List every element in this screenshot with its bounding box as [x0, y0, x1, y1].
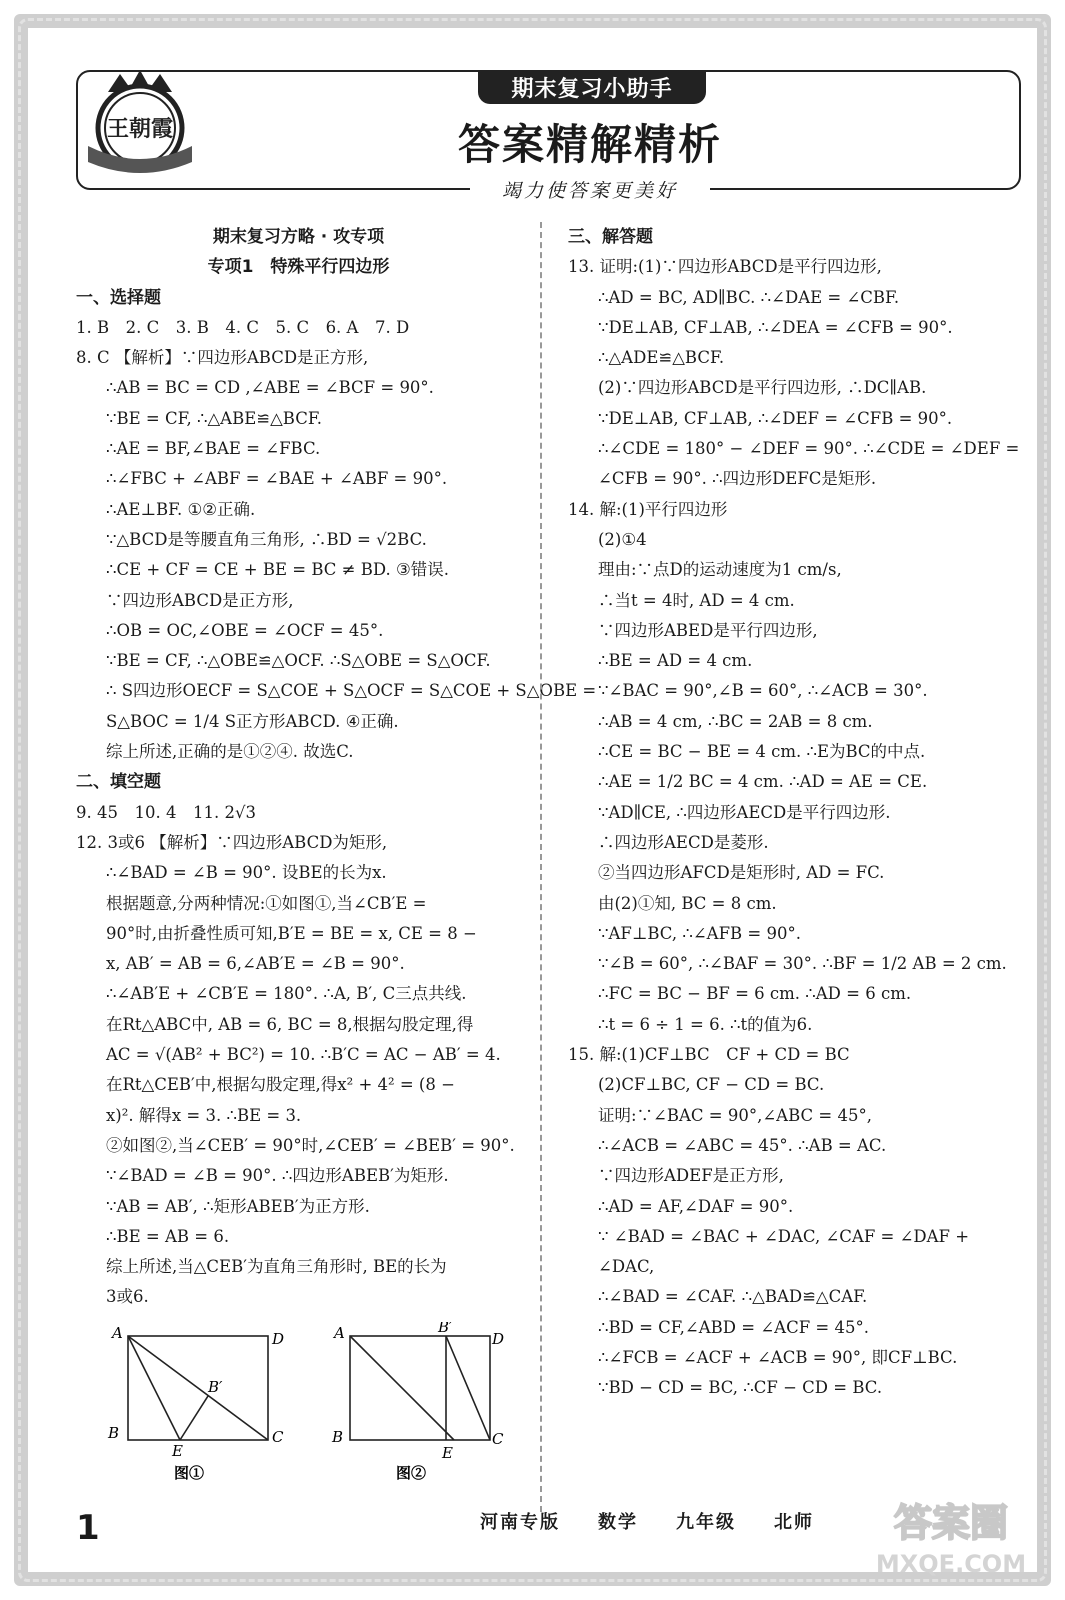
fig2-label-a: A: [334, 1324, 345, 1342]
fig1-label-b: B: [108, 1424, 120, 1442]
footer-grade: 九年级: [676, 1512, 736, 1533]
right-column-line: ∴△ADE≌△BCF.: [598, 348, 725, 368]
left-column-line: S△BOC = 1/4 S正方形ABCD. ④正确.: [106, 711, 399, 731]
figure-2: [331, 1322, 504, 1482]
right-column-line: ∴CE = BC − BE = 4 cm. ∴E为BC的中点.: [598, 742, 926, 762]
fig1-label-c: C: [272, 1428, 284, 1446]
left-column-line: ∴AE⊥BF. ①②正确.: [106, 499, 256, 519]
right-column-line: ∠DAC,: [598, 1257, 655, 1277]
right-column-line: ∵DE⊥AB, CF⊥AB, ∴∠DEA = ∠CFB = 90°.: [598, 317, 953, 337]
right-column-line: ∵四边形ADEF是正方形,: [598, 1166, 784, 1186]
left-column-line: ∴ S四边形OECF = S△COE + S△OCF = S△COE + S△OBE =: [106, 681, 597, 701]
right-column-line: ∵BD − CD = BC, ∴CF − CD = BC.: [598, 1378, 883, 1398]
geometry-figures: [100, 1322, 520, 1492]
footer-publisher: 北师: [774, 1512, 814, 1533]
right-column-line: 14. 解:(1)平行四边形: [568, 499, 728, 519]
right-column-line: ∴AD = AF,∠DAF = 90°.: [598, 1196, 794, 1216]
right-column: [568, 222, 1018, 1404]
fig2-label-bp: B′: [438, 1322, 453, 1336]
right-column-line: 由(2)①知, BC = 8 cm.: [598, 893, 777, 913]
left-column-line: 9. 45 10. 4 11. 2√3: [76, 802, 256, 822]
left-column-line: ∵∠BAD = ∠B = 90°. ∴四边形ABEB′为矩形.: [106, 1166, 449, 1186]
right-column-line: ∴∠FCB = ∠ACF + ∠ACB = 90°, 即CF⊥BC.: [598, 1347, 958, 1367]
left-column-line: ∵AB = AB′, ∴矩形ABEB′为正方形.: [106, 1196, 370, 1216]
page-title: 答案精解精析: [457, 120, 722, 169]
right-column-line: (2)∵四边形ABCD是平行四边形, ∴DC∥AB.: [598, 378, 927, 398]
right-column-line: ∠CFB = 90°. ∴四边形DEFC是矩形.: [598, 469, 877, 489]
left-column-line: ∵BE = CF, ∴△ABE≌△BCF.: [106, 408, 322, 428]
left-column-line: 12. 3或6 【解析】∵四边形ABCD为矩形,: [76, 832, 388, 852]
fig2-label-e: E: [442, 1444, 453, 1462]
brand-logo: [80, 62, 200, 182]
left-column-line: ②如图②,当∠CEB′ = 90°时,∠CEB′ = ∠BEB′ = 90°.: [106, 1135, 515, 1155]
fig1-label-e: E: [172, 1442, 183, 1460]
right-column-line: ∴t = 6 ÷ 1 = 6. ∴t的值为6.: [598, 1014, 813, 1034]
left-column-line: 根据题意,分两种情况:①如图①,当∠CB′E =: [106, 893, 427, 913]
watermark: [866, 1488, 1036, 1580]
helper-tab: 期末复习小助手: [478, 70, 706, 104]
right-column-line: ∴AE = 1/2 BC = 4 cm. ∴AD = AE = CE.: [598, 772, 928, 792]
fig1-label-bp: B′: [208, 1378, 223, 1396]
left-column-line: ∴∠AB′E + ∠CB′E = 180°. ∴A, B′, C三点共线.: [106, 984, 467, 1004]
right-column-line: 三、解答题: [568, 227, 653, 247]
right-column-line: ∴∠BAD = ∠CAF. ∴△BAD≌△CAF.: [598, 1287, 868, 1307]
right-column-line: ∵AF⊥BC, ∴∠AFB = 90°.: [598, 923, 801, 943]
watermark-line2: MXQE.COM: [875, 1550, 1027, 1578]
left-column-line: AC = √(AB² + BC²) = 10. ∴B′C = AC − AB′ = 4.: [106, 1045, 501, 1065]
left-column-line: x)². 解得x = 3. ∴BE = 3.: [106, 1105, 302, 1125]
right-column-line: ∴BD = CF,∠ABD = ∠ACF = 45°.: [598, 1317, 869, 1337]
footer-edition: 河南专版: [480, 1512, 560, 1533]
left-column-line: ∴BE = AB = 6.: [106, 1226, 230, 1246]
right-column-line: ∵DE⊥AB, CF⊥AB, ∴∠DEF = ∠CFB = 90°.: [598, 408, 953, 428]
left-column-line: 在Rt△ABC中, AB = 6, BC = 8,根据勾股定理,得: [106, 1014, 474, 1034]
left-column-line: ∴∠BAD = ∠B = 90°. 设BE的长为x.: [106, 863, 387, 883]
left-column-line: 90°时,由折叠性质可知,B′E = BE = x, CE = 8 −: [106, 923, 477, 943]
right-column-line: (2)CF⊥BC, CF − CD = BC.: [598, 1075, 825, 1095]
left-column-line: 期末复习方略 · 攻专项: [212, 227, 385, 247]
right-column-line: ∴BE = AD = 4 cm.: [598, 651, 753, 671]
right-column-line: 证明:∵∠BAC = 90°,∠ABC = 45°,: [598, 1105, 872, 1125]
right-column-line: ∵ ∠BAD = ∠BAC + ∠DAC, ∠CAF = ∠DAF +: [598, 1226, 970, 1246]
left-column-line: 一、选择题: [76, 287, 161, 308]
right-column-line: ∵∠BAC = 90°,∠B = 60°, ∴∠ACB = 30°.: [598, 681, 928, 701]
footer-info: [480, 1508, 814, 1534]
fig2-caption: 图②: [396, 1464, 427, 1482]
left-column-line: ∴AE = BF,∠BAE = ∠FBC.: [106, 439, 321, 459]
left-column-line: 综上所述,当△CEB′为直角三角形时, BE的长为: [106, 1257, 447, 1277]
fig1-label-d: D: [272, 1330, 285, 1348]
right-column-line: (2)①4: [598, 529, 647, 549]
right-column-line: ∵∠B = 60°, ∴∠BAF = 30°. ∴BF = 1/2 AB = 2 cm.: [598, 954, 1007, 974]
left-column-line: 综上所述,正确的是①②④. 故选C.: [106, 742, 354, 762]
right-column-line: 15. 解:(1)CF⊥BC CF + CD = BC: [568, 1045, 850, 1065]
left-column-line: ∵△BCD是等腰直角三角形, ∴BD = √2BC.: [106, 529, 427, 549]
right-column-line: 理由:∵点D的运动速度为1 cm/s,: [598, 560, 842, 580]
left-column-line: 3或6.: [106, 1287, 149, 1307]
left-column-line: ∵四边形ABCD是正方形,: [106, 590, 294, 610]
left-column-line: ∴AB = BC = CD ,∠ABE = ∠BCF = 90°.: [106, 378, 434, 398]
left-column-line: 二、填空题: [76, 772, 161, 793]
left-column: [76, 222, 597, 1313]
fig2-label-c: C: [492, 1430, 504, 1448]
slogan: 竭力使答案更美好: [470, 176, 710, 202]
fig1-caption: 图①: [174, 1464, 205, 1482]
right-column-line: ∵四边形ABED是平行四边形,: [598, 620, 818, 640]
left-column-line: 在Rt△CEB′中,根据勾股定理,得x² + 4² = (8 −: [106, 1075, 455, 1095]
page-number: 1: [76, 1508, 100, 1548]
fig1-label-a: A: [112, 1324, 123, 1342]
watermark-line1: 答案圈: [893, 1501, 1009, 1545]
right-column-line: ∴AB = 4 cm, ∴BC = 2AB = 8 cm.: [598, 711, 873, 731]
right-column-line: ∴四边形AECD是菱形.: [598, 832, 769, 852]
right-column-line: ②当四边形AFCD是矩形时, AD = FC.: [598, 863, 885, 883]
right-column-line: ∴∠ACB = ∠ABC = 45°. ∴AB = AC.: [598, 1135, 887, 1155]
left-column-line: 1. B 2. C 3. B 4. C 5. C 6. A 7. D: [76, 317, 410, 337]
right-column-line: ∴当t = 4时, AD = 4 cm.: [598, 590, 795, 610]
column-divider: [540, 222, 542, 1512]
left-column-line: ∴CE + CF = CE + BE = BC ≠ BD. ③错误.: [106, 560, 450, 580]
brand-logo-text: 王朝霞: [106, 116, 174, 142]
left-column-line: ∵BE = CF, ∴△OBE≌△OCF. ∴S△OBE = S△OCF.: [106, 651, 491, 671]
left-column-line: ∴∠FBC + ∠ABF = ∠BAE + ∠ABF = 90°.: [106, 469, 448, 489]
left-column-line: 8. C 【解析】∵四边形ABCD是正方形,: [76, 348, 369, 368]
footer-subject: 数学: [598, 1512, 638, 1533]
left-column-line: x, AB′ = AB = 6,∠AB′E = ∠B = 90°.: [106, 954, 405, 974]
right-column-line: ∴∠CDE = 180° − ∠DEF = 90°. ∴∠CDE = ∠DEF =: [598, 439, 1020, 459]
right-column-line: ∴FC = BC − BF = 6 cm. ∴AD = 6 cm.: [598, 984, 912, 1004]
fig2-label-d: D: [492, 1330, 505, 1348]
figure-1: [107, 1324, 284, 1482]
right-column-line: ∴AD = BC, AD∥BC. ∴∠DAE = ∠CBF.: [598, 287, 900, 307]
right-column-line: ∵AD∥CE, ∴四边形AECD是平行四边形.: [598, 802, 891, 822]
fig2-label-b: B: [332, 1428, 344, 1446]
left-column-line: ∴OB = OC,∠OBE = ∠OCF = 45°.: [106, 620, 384, 640]
left-column-line: 专项1 特殊平行四边形: [207, 257, 390, 278]
right-column-line: 13. 证明:(1)∵四边形ABCD是平行四边形,: [568, 257, 882, 277]
